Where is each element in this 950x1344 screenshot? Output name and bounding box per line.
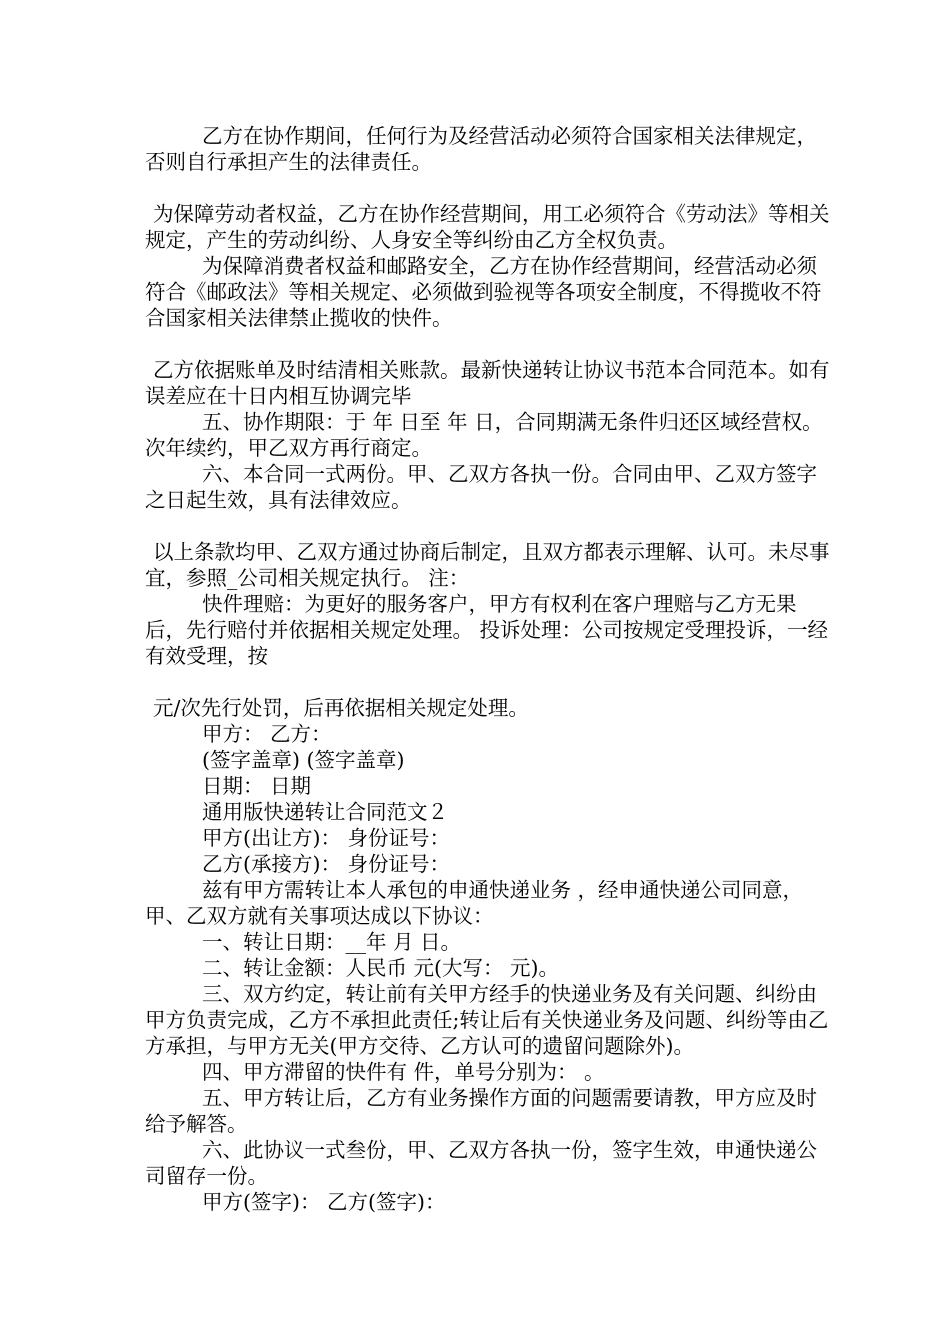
- paragraph-settlement: 乙方依据账单及时结清相关账款。最新快递转让协议书范本合同范本。如有误差应在十日内相互协调完毕: [145, 358, 830, 408]
- paragraph-copies: 六、本合同一式两份。甲、乙双方各执一份。合同由甲、乙双方签字之日起生效，具有法律效应。: [145, 462, 817, 512]
- signature-parties: 甲方： 乙方：: [202, 722, 332, 746]
- paragraph-claims: 快件理赔：为更好的服务客户，甲方有权利在客户理赔与乙方无果后，先行赔付并依据相关规定处理。 投诉处理：公司按规定受理投诉，一经有效受理，按: [145, 592, 829, 668]
- paragraph-labor-rights: 为保障劳动者权益，乙方在协作经营期间，用工必须符合《劳动法》等相关规定，产生的劳动纠纷、人身安全等纠纷由乙方全权负责。: [145, 202, 830, 252]
- clause-transfer-date: 一、转让日期：__年 月 日。: [202, 930, 462, 954]
- signature-lines: 甲方(签字)： 乙方(签字)：: [202, 1190, 446, 1214]
- paragraph-terms-agreed: 以上条款均甲、乙双方通过协商后制定，且双方都表示理解、认可。未尽事宜，参照_公司相关规定执行。 注：: [145, 540, 830, 590]
- paragraph-agreement-intro: 兹有甲方需转让本人承包的申通快递业务 ，经申通快递公司同意，甲、乙双方就有关事项达成以下协议：: [145, 878, 804, 928]
- signature-seal: (签字盖章) (签字盖章): [202, 748, 405, 772]
- section-title: 通用版快递转让合同范文２: [202, 800, 448, 824]
- clause-transfer-amount: 二、转让金额：人民币 元(大写： 元)。: [202, 956, 560, 980]
- paragraph-penalty: 元/次先行处罚，后再依据相关规定处理。: [153, 696, 529, 720]
- party-b-info: 乙方(承接方)： 身份证号：: [202, 852, 451, 876]
- paragraph-consumer-rights: 为保障消费者权益和邮路安全，乙方在协作经营期间，经营活动必须符合《邮政法》等相关规定、必须做到验视等各项安全制度，不得揽收不符合国家相关法律禁止揽收的快件。: [145, 254, 822, 330]
- document-body: [145, 123, 835, 1215]
- clause-responsibility: 三、双方约定，转让前有关甲方经手的快递业务及有关问题、纠纷由甲方负责完成，乙方不承担此责任;转让后有关快递业务及问题、纠纷等由乙方承担，与甲方无关(甲方交待、乙方认可的遗留问题除外)。: [145, 982, 829, 1058]
- clause-copies: 六、此协议一式叁份，甲、乙双方各执一份，签字生效，申通快递公司留存一份。: [145, 1138, 817, 1188]
- clause-detained-items: 四、甲方滞留的快件有 件，单号分别为： 。: [202, 1060, 605, 1084]
- paragraph-cooperation-term: 五、协作期限：于 年 日至 年 日，合同期满无条件归还区域经营权。次年续约，甲乙双方再行商定。: [145, 410, 823, 460]
- paragraph-legal-responsibility: 乙方在协作期间，任何行为及经营活动必须符合国家相关法律规定，否则自行承担产生的法律责任。: [145, 124, 817, 174]
- clause-guidance: 五、甲方转让后，乙方有业务操作方面的问题需要请教，甲方应及时给予解答。: [145, 1086, 817, 1136]
- signature-date: 日期： 日期: [202, 774, 312, 798]
- party-a-info: 甲方(出让方)： 身份证号：: [202, 826, 451, 850]
